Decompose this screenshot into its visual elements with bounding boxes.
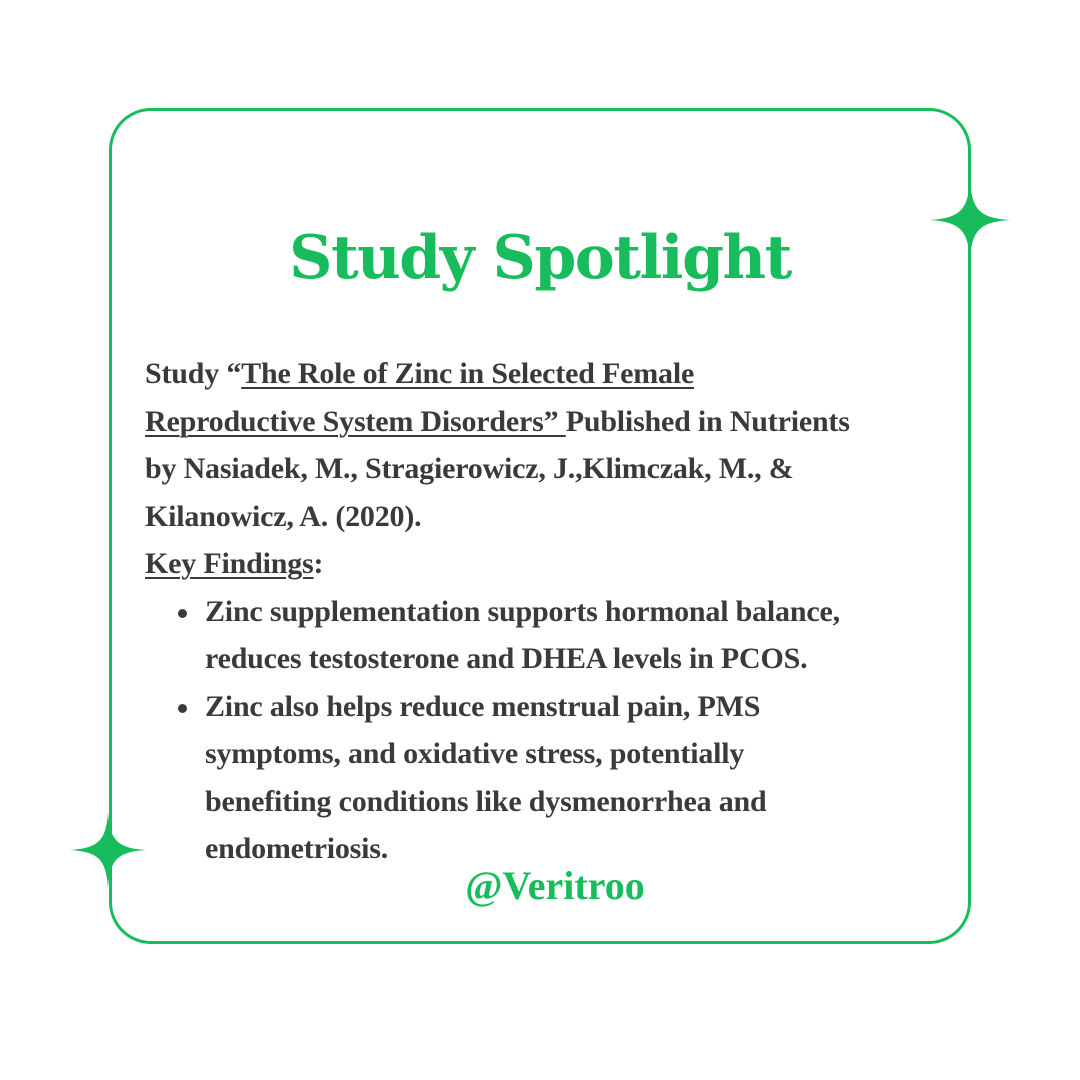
- list-item: [145, 683, 975, 873]
- study-prefix: Study “: [145, 357, 242, 390]
- bullet-icon: [178, 704, 187, 713]
- finding-text: symptoms, and oxidative stress, potentially: [205, 737, 745, 770]
- finding-text: Zinc also helps reduce menstrual pain, PMS: [205, 689, 761, 723]
- key-findings-label: Key Findings: [145, 547, 314, 580]
- finding-text: benefiting conditions like dysmenorrhea and: [205, 784, 767, 818]
- finding-text: endometriosis.: [205, 832, 389, 865]
- study-line-1: [145, 350, 975, 398]
- page-title: Study Spotlight: [289, 223, 791, 293]
- study-publisher: Published in Nutrients: [565, 404, 850, 438]
- list-item: [145, 588, 975, 683]
- study-line-2: [145, 398, 975, 446]
- study-description: [145, 350, 975, 873]
- finding-text: reduces testosterone and DHEA levels in PCOS.: [205, 642, 808, 675]
- study-title-part-1: The Role of Zinc in Selected Female: [241, 357, 695, 390]
- study-authors-line-2: Kilanowicz, A. (2020).: [145, 499, 422, 533]
- key-findings-list: [145, 588, 975, 873]
- author-handle: @Veritroo: [465, 863, 645, 908]
- study-title-part-2: Reproductive System Disorders”: [145, 404, 566, 438]
- key-findings-colon: :: [313, 547, 324, 580]
- bullet-icon: [178, 609, 187, 618]
- study-authors-line-1: by Nasiadek, M., Stragierowicz, J.,Klimczak, M., &: [145, 452, 794, 485]
- finding-text: Zinc supplementation supports hormonal balance,: [205, 594, 840, 628]
- key-findings-heading: [145, 540, 975, 588]
